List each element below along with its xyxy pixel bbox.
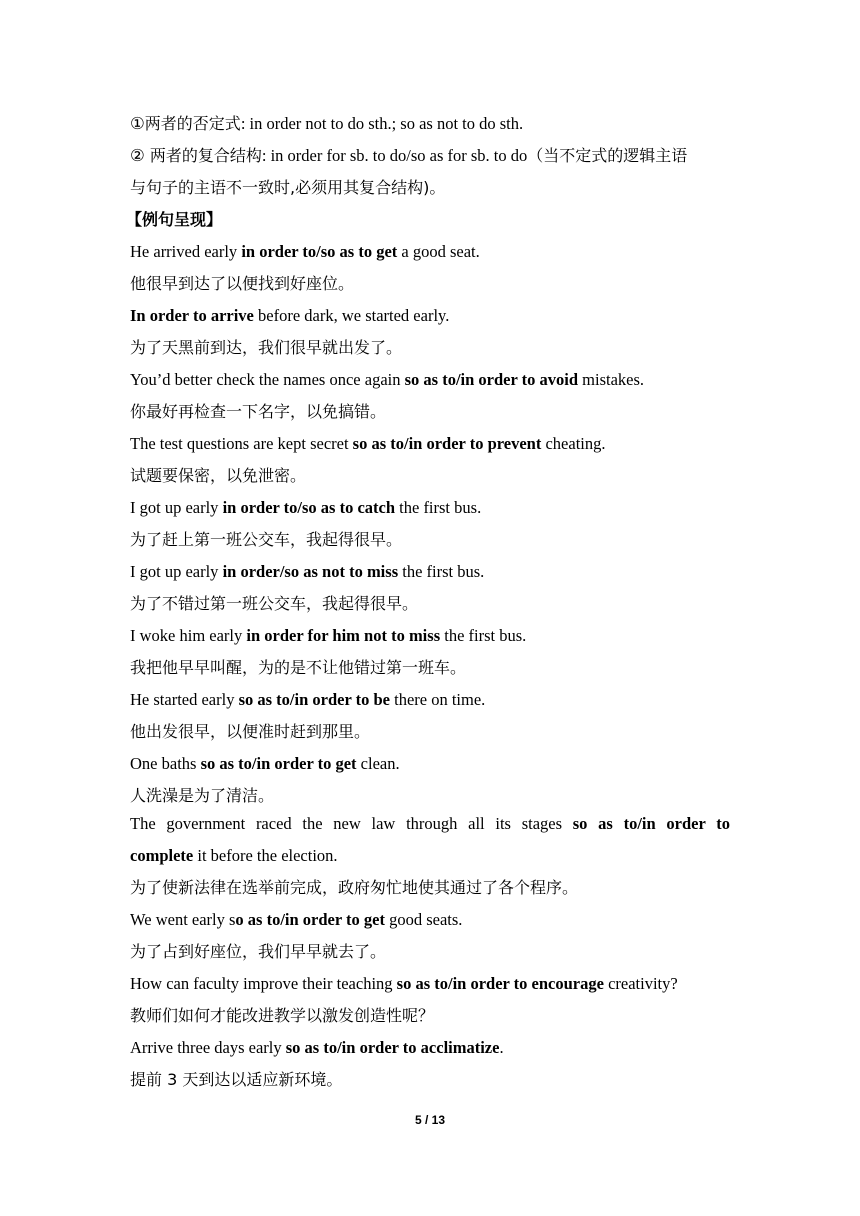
example-bold-phrase: so as to/in order to acclimatize: [285, 1038, 500, 1057]
note-compound-form-cont: 与句子的主语不一致时,必须用其复合结构)。: [130, 178, 446, 197]
example-text: the first bus.: [398, 562, 485, 581]
example-text: I got up early: [130, 562, 223, 581]
example-text: creativity?: [603, 974, 678, 993]
example-bold-phrase: so as to/in order to prevent: [352, 434, 542, 453]
example-sentence: [130, 497, 730, 519]
example-long-line1: [130, 813, 730, 835]
note-label: 两者的复合结构: [144, 146, 262, 165]
note-marker: ②: [130, 146, 145, 165]
example-text: the first bus.: [440, 626, 527, 645]
example-text: clean.: [356, 754, 400, 773]
example-sentence: [130, 689, 730, 711]
example-text: before dark, we started early.: [253, 306, 450, 325]
page-number: 5 / 13: [414, 1113, 446, 1127]
note-text: : in order for sb. to do/so as for sb. to do: [261, 146, 528, 165]
example-text: there on time.: [389, 690, 486, 709]
example-translation: 教师们如何才能改进教学以激发创造性呢？: [130, 1006, 435, 1025]
example-translation: 他很早到达了以便找到好座位。: [130, 274, 355, 293]
example-text: The test questions are kept secret: [130, 434, 353, 453]
example-bold-phrase: so as to/in order to: [572, 814, 730, 833]
example-bold-phrase: complete: [130, 846, 194, 865]
example-bold-phrase: so as to/in order to encourage: [396, 974, 604, 993]
example-text: cheating.: [541, 434, 606, 453]
example-text: I woke him early: [130, 626, 247, 645]
example-translation: 为了使新法律在选举前完成，政府匆忙地使其通过了各个程序。: [130, 878, 579, 897]
example-text: How can faculty improve their teaching: [130, 974, 397, 993]
example-text: a good seat.: [397, 242, 480, 261]
example-text: mistakes.: [578, 370, 645, 389]
section-heading: 【例句呈现】: [126, 210, 223, 229]
example-text: You’d better check the names once again: [130, 370, 405, 389]
example-sentence: [130, 305, 730, 327]
example-sentence: [130, 625, 730, 647]
example-text: Arrive three days early: [130, 1038, 286, 1057]
example-sentence: [130, 753, 730, 775]
example-text: One baths: [130, 754, 201, 773]
example-sentence: [130, 909, 730, 931]
example-translation: 为了占到好座位，我们早早就去了。: [130, 942, 387, 961]
example-translation: 我把他早早叫醒，为的是不让他错过第一班车。: [130, 658, 467, 677]
example-translation: 他出发很早，以便准时赶到那里。: [130, 722, 371, 741]
example-bold-phrase: in order/so as not to miss: [222, 562, 399, 581]
example-bold-phrase: o as to/in order to get: [235, 910, 385, 929]
note-text: : in order not to do sth.; so as not to do sth.: [240, 114, 524, 133]
example-text: He arrived early: [130, 242, 242, 261]
example-translation: 为了天黑前到达，我们很早就出发了。: [130, 338, 403, 357]
note-remark: （当不定式的逻辑主语: [527, 146, 688, 165]
example-bold-phrase: in order for him not to miss: [246, 626, 441, 645]
example-translation: 为了赶上第一班公交车，我起得很早。: [130, 530, 403, 549]
note-label: 两者的否定式: [144, 114, 241, 133]
example-translation: 为了不错过第一班公交车，我起得很早。: [130, 594, 419, 613]
example-text: I got up early: [130, 498, 223, 517]
example-translation: 人洗澡是为了清洁。: [130, 786, 275, 805]
example-sentence: [130, 973, 730, 995]
example-bold-phrase: so as to/in order to avoid: [404, 370, 579, 389]
example-sentence: [130, 433, 730, 455]
example-sentence: [130, 241, 730, 263]
note-marker: ①: [130, 114, 145, 133]
example-bold-phrase: so as to/in order to get: [200, 754, 357, 773]
example-translation: 你最好再检查一下名字，以免搞错。: [130, 402, 387, 421]
example-long-line2: [130, 845, 730, 867]
example-translation: 提前 3 天到达以适应新环境。: [130, 1070, 343, 1089]
example-text: .: [499, 1038, 504, 1057]
example-sentence: [130, 561, 730, 583]
example-bold-phrase: in order to/so as to catch: [222, 498, 396, 517]
example-translation: 试题要保密，以免泄密。: [130, 466, 307, 485]
example-text: He started early: [130, 690, 239, 709]
example-bold-phrase: in order to/so as to get: [241, 242, 398, 261]
example-sentence: [130, 369, 730, 391]
example-sentence: [130, 1037, 730, 1059]
note-negative-form: [130, 113, 730, 135]
example-text: We went early s: [130, 910, 236, 929]
example-bold-phrase: so as to/in order to be: [238, 690, 390, 709]
example-text: The government raced the new law through all its stages: [130, 814, 573, 833]
example-text: it before the election.: [193, 846, 338, 865]
note-compound-form: [130, 145, 730, 167]
example-text: good seats.: [384, 910, 463, 929]
example-bold-phrase: In order to arrive: [130, 306, 254, 325]
example-text: the first bus.: [395, 498, 482, 517]
